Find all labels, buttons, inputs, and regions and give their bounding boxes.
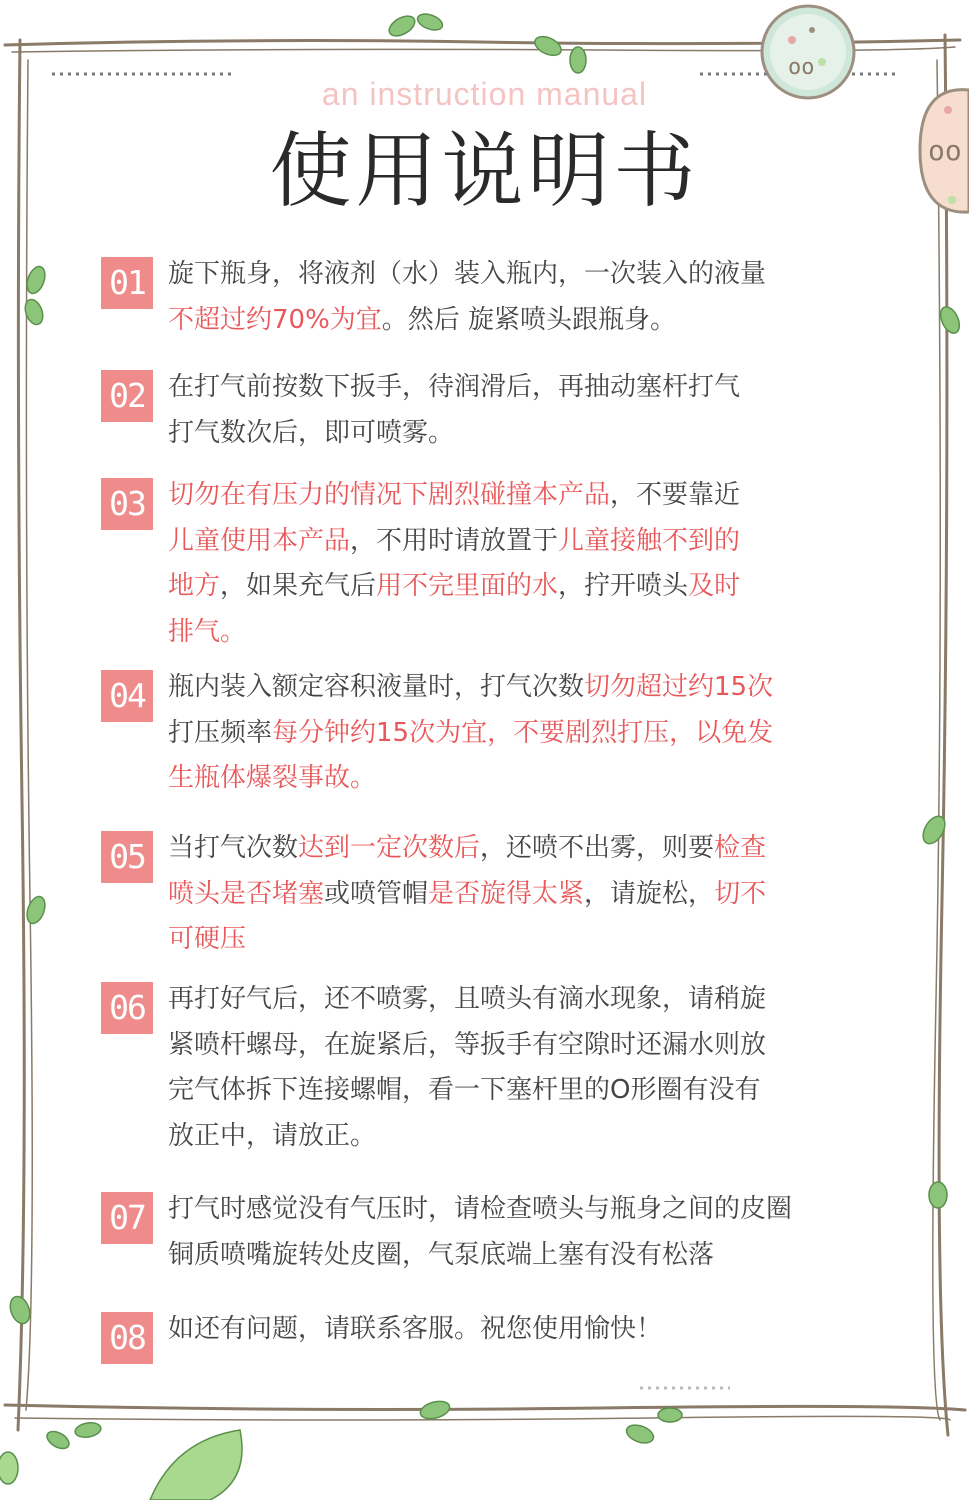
step-text-line <box>168 1307 903 1353</box>
svg-text:oo: oo <box>788 55 815 80</box>
step-number-badge: 02 <box>101 370 153 422</box>
step-text-line <box>168 977 903 1023</box>
step-text <box>168 365 903 456</box>
normal-text: 放正中，请放正。 <box>168 1120 377 1151</box>
step-text-line <box>168 756 903 802</box>
highlighted-text: 切不 <box>714 878 767 909</box>
normal-text: ，还喷不出雾，则要 <box>480 833 715 863</box>
step-text-line <box>168 826 903 872</box>
normal-text: 铜质喷嘴旋转处皮圈，气泵底端上塞有没有松落 <box>168 1239 715 1270</box>
page-title: 使用说明书 <box>269 124 700 219</box>
normal-text: 如还有问题，请联系客服。祝您使用愉快！ <box>168 1314 663 1344</box>
normal-text: 再打好气后，还不喷雾，且喷头有滴水现象，请稍旋 <box>168 984 767 1014</box>
normal-text: 打气时感觉没有气压时，请检查喷头与瓶身之间的皮圈 <box>168 1194 793 1224</box>
highlighted-text: 每分钟约15次为宜，不要剧烈打压，以免发 <box>272 717 774 748</box>
step-text-line <box>168 252 903 298</box>
step-text-line <box>168 1068 903 1114</box>
step-text <box>168 665 903 802</box>
step-text-line <box>168 665 903 711</box>
highlighted-text: 儿童使用本产品 <box>168 525 351 556</box>
step-text-line <box>168 473 903 519</box>
normal-text: ，不用时请放置于 <box>350 525 559 556</box>
highlighted-text: 是否旋得太紧 <box>428 878 585 909</box>
step-text <box>168 252 903 343</box>
step-text-line <box>168 519 903 565</box>
highlighted-text: 喷头是否堵塞 <box>168 878 325 909</box>
step-text-line <box>168 411 903 457</box>
step-number-badge: 07 <box>101 1192 153 1244</box>
normal-text: 紧喷杆螺母，在旋紧后，等扳手有空隙时还漏水则放 <box>168 1029 767 1060</box>
highlighted-text: 排气。 <box>168 616 247 647</box>
step-text <box>168 977 903 1159</box>
highlighted-text: 及时 <box>688 571 741 601</box>
step-text <box>168 826 903 963</box>
highlighted-text: 达到一定次数后 <box>298 833 481 863</box>
normal-text: 或喷管帽 <box>324 878 429 909</box>
step-number-badge: 01 <box>101 257 153 309</box>
step-text-line <box>168 610 903 656</box>
step-text-line <box>168 298 903 344</box>
step-text-line <box>168 1233 903 1279</box>
highlighted-text: 切勿在有压力的情况下剧烈碰撞本产品 <box>168 480 611 510</box>
normal-text: 。然后 旋紧喷头跟瓶身。 <box>381 304 677 335</box>
step-text-line <box>168 365 903 411</box>
step-number-badge: 03 <box>101 478 153 530</box>
step-text-line <box>168 872 903 918</box>
subtitle: an instruction manual <box>321 76 648 112</box>
step-text <box>168 1187 903 1278</box>
normal-text: 打气数次后，即可喷雾。 <box>168 417 455 448</box>
step-text-line <box>168 711 903 757</box>
svg-text:oo: oo <box>928 134 962 167</box>
normal-text: 完气体拆下连接螺帽，看一下塞杆里的O形圈有没有 <box>168 1075 761 1105</box>
highlighted-text: 可硬压 <box>168 924 247 954</box>
step-text <box>168 473 903 655</box>
highlighted-text: 切勿超过约15次 <box>584 672 774 702</box>
step-number-badge: 04 <box>101 670 153 722</box>
highlighted-text: 用不完里面的水 <box>376 571 559 601</box>
normal-text: ，不要靠近 <box>610 480 741 510</box>
highlighted-text: 不超过约70%为宜 <box>168 304 382 335</box>
normal-text: ，如果充气后 <box>220 571 377 601</box>
step-number-badge: 06 <box>101 982 153 1034</box>
normal-text: 当打气次数 <box>168 833 299 863</box>
normal-text: ，请旋松， <box>584 878 715 909</box>
normal-text: ，拧开喷头 <box>558 571 689 601</box>
step-text-line <box>168 1187 903 1233</box>
step-text-line <box>168 1023 903 1069</box>
step-text-line <box>168 564 903 610</box>
highlighted-text: 儿童接触不到的 <box>558 525 741 556</box>
normal-text: 在打气前按数下扳手，待润滑后，再抽动塞杆打气 <box>168 372 741 402</box>
step-text-line <box>168 917 903 963</box>
normal-text: 打压频率 <box>168 717 273 748</box>
step-number-badge: 08 <box>101 1312 153 1364</box>
step-text <box>168 1307 903 1353</box>
highlighted-text: 地方 <box>168 571 221 601</box>
normal-text: 瓶内装入额定容积液量时，打气次数 <box>168 672 585 702</box>
highlighted-text: 检查 <box>714 833 767 863</box>
highlighted-text: 生瓶体爆裂事故。 <box>168 763 377 793</box>
normal-text: 旋下瓶身，将液剂（水）装入瓶内，一次装入的液量 <box>168 259 767 289</box>
step-number-badge: 05 <box>101 831 153 883</box>
step-text-line <box>168 1114 903 1160</box>
